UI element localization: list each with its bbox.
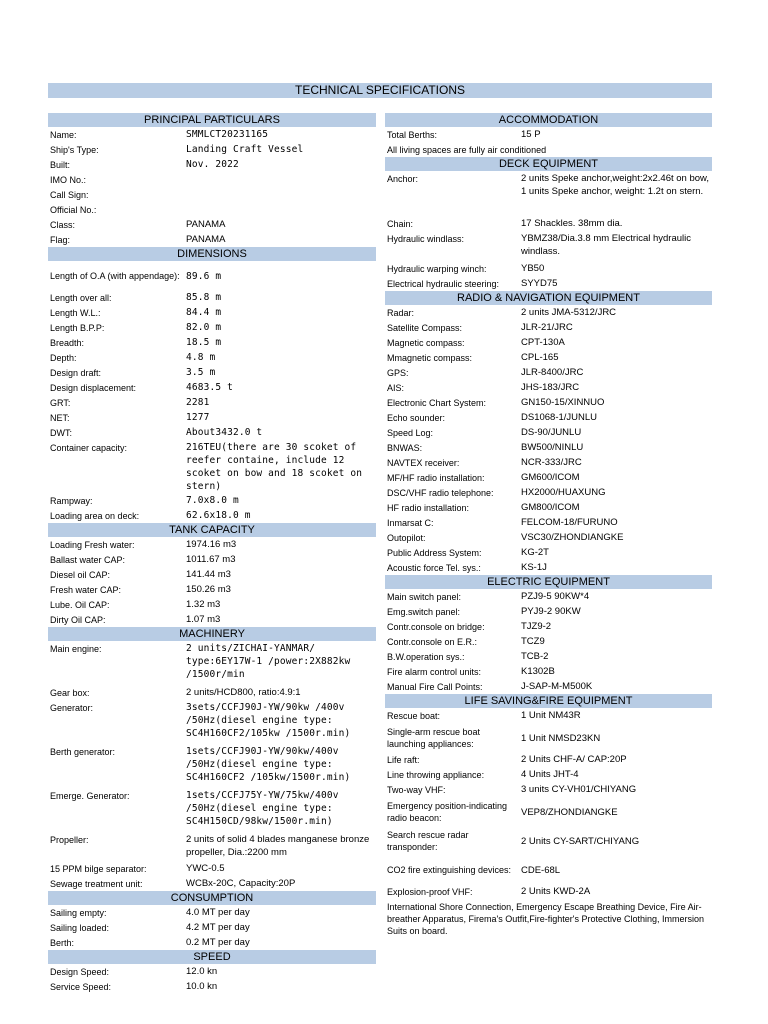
spec-row: [48, 979, 376, 994]
spec-value: 141.44 m3: [186, 569, 231, 580]
spec-value: 0.2 MT per day: [186, 937, 250, 948]
spec-row: [48, 305, 376, 320]
spec-row: [385, 276, 712, 291]
spec-value: 1.07 m3: [186, 614, 221, 625]
spec-value: 1011.67 m3: [186, 554, 236, 565]
spec-value: [186, 202, 376, 217]
spec-value: JHS-183/JRC: [521, 382, 580, 393]
spec-row: [385, 425, 712, 440]
spec-row: [385, 350, 712, 365]
spec-value: CPL-165: [521, 352, 559, 363]
spec-label: DSC/VHF radio telephone:: [387, 487, 494, 498]
spec-value: 12.0 kn: [186, 966, 218, 977]
section-header: SPEED: [48, 950, 376, 964]
spec-row: [48, 202, 376, 217]
spec-label: Life raft:: [387, 754, 420, 765]
spec-row: [48, 876, 376, 891]
spec-label: Fresh water CAP:: [50, 584, 122, 595]
spec-label: Official No.:: [50, 204, 97, 215]
spec-label: Public Address System:: [387, 547, 482, 558]
spec-row: [385, 470, 712, 485]
spec-value: Nov. 2022: [186, 159, 239, 170]
spec-row: [385, 708, 712, 723]
spec-row: [48, 157, 376, 172]
spec-value: 4.8 m: [186, 352, 216, 363]
spec-value: K1302B: [521, 666, 555, 677]
spec-label: Design Speed:: [50, 966, 110, 977]
spec-row: [385, 365, 712, 380]
spec-value: 2 units/HCD800, ratio:4.9:1: [186, 687, 301, 698]
spec-value: 1sets/CCFJ90J-YW/90kw/400v /50Hz(diesel engine type: SC4H160CF2 /105kw/1500r.min): [186, 746, 351, 783]
spec-label: CO2 fire extinguishing devices:: [387, 865, 512, 876]
spec-row: [385, 440, 712, 455]
section-accommodation: [385, 113, 712, 157]
spec-row: [385, 723, 712, 752]
spec-row: [48, 508, 376, 523]
spec-row: [48, 935, 376, 950]
spec-row: [385, 231, 712, 261]
spec-value: JLR-21/JRC: [521, 322, 573, 333]
spec-label: HF radio installation:: [387, 502, 470, 513]
spec-value: 2 units of solid 4 blades manganese bronze propeller, Dia.:2200 mm: [186, 834, 370, 858]
spec-value: VSC30/ZHONDIANGKE: [521, 532, 624, 543]
spec-label: Gear box:: [50, 687, 90, 698]
spec-row: [385, 320, 712, 335]
spec-row: [48, 685, 376, 700]
spec-row: [385, 826, 712, 855]
spec-row: [48, 861, 376, 876]
spec-label: Length of O.A (with appendage):: [50, 271, 180, 282]
spec-row: [48, 905, 376, 920]
spec-row: [48, 172, 376, 187]
spec-label: Ballast water CAP:: [50, 554, 126, 565]
spec-value: 62.6x18.0 m: [186, 510, 251, 521]
spec-value: TCB-2: [521, 651, 549, 662]
spec-label: Breadth:: [50, 337, 85, 348]
spec-label: Lube. Oil CAP:: [50, 599, 110, 610]
spec-row: [48, 552, 376, 567]
spec-value: KG-2T: [521, 547, 549, 558]
spec-row: [385, 261, 712, 276]
spec-value: 2 Units CHF-A/ CAP:20P: [521, 754, 627, 765]
spec-label: Rampway:: [50, 495, 93, 506]
spec-row: [385, 395, 712, 410]
spec-value: [186, 172, 376, 187]
spec-row: [48, 142, 376, 157]
spec-row: [385, 649, 712, 664]
spec-value: 2 units Speke anchor,weight:2x2.46t on bow, 1 units Speke anchor, weight: 1.2t on stern.: [521, 173, 710, 197]
spec-label: Two-way VHF:: [387, 784, 446, 795]
spec-label: Call Sign:: [50, 189, 89, 200]
spec-value: 85.8 m: [186, 292, 222, 303]
spec-label: Sailing empty:: [50, 907, 107, 918]
right-column: [385, 113, 712, 937]
spec-value: 4 Units JHT-4: [521, 769, 579, 780]
spec-row: [48, 788, 376, 832]
spec-label: Service Speed:: [50, 981, 112, 992]
spec-row: [48, 410, 376, 425]
spec-value: 18.5 m: [186, 337, 222, 348]
spec-label: Chain:: [387, 218, 414, 229]
spec-row: [385, 127, 712, 142]
section-dimensions: [48, 247, 376, 523]
spec-value: VEP8/ZHONDIANGKE: [521, 806, 618, 818]
spec-label: Contr.console on E.R.:: [387, 636, 478, 647]
spec-value: SYYD75: [521, 278, 558, 289]
spec-row: [385, 589, 712, 604]
section-machinery: [48, 627, 376, 891]
section-header: RADIO & NAVIGATION EQUIPMENT: [385, 291, 712, 305]
spec-value: 2 units/ZICHAI-YANMAR/ type:6EY17W-1 /power:2X882kw /1500r/min: [186, 643, 351, 680]
section-header: LIFE SAVING&FIRE EQUIPMENT: [385, 694, 712, 708]
spec-label: Container capacity:: [50, 442, 128, 453]
spec-row: [385, 410, 712, 425]
spec-label: Length B.P.P:: [50, 322, 105, 333]
spec-label: Loading area on deck:: [50, 510, 140, 521]
spec-value: BW500/NINLU: [521, 442, 584, 453]
spec-row: [48, 744, 376, 788]
spec-row: [48, 582, 376, 597]
spec-label: Inmarsat C:: [387, 517, 434, 528]
spec-value: GM600/ICOM: [521, 472, 580, 483]
section-header: PRINCIPAL PARTICULARS: [48, 113, 376, 127]
spec-label: Propeller:: [50, 834, 89, 845]
spec-label: DWT:: [50, 427, 72, 438]
spec-value: 3sets/CCFJ90J-YW/90kw /400v /50Hz(diesel engine type: SC4H160CF2/105kw /1500r.min): [186, 702, 351, 739]
page-title: TECHNICAL SPECIFICATIONS: [48, 83, 712, 98]
spec-value: PANAMA: [186, 234, 226, 245]
spec-label: Sailing loaded:: [50, 922, 110, 933]
spec-value: 10.0 kn: [186, 981, 218, 992]
section-lifesaving: [385, 694, 712, 937]
section-header: DIMENSIONS: [48, 247, 376, 261]
spec-value: 1277: [186, 412, 210, 423]
spec-label: Flag:: [50, 234, 71, 245]
spec-value: PZJ9-5 90KW*4: [521, 591, 590, 602]
spec-value: Landing Craft Vessel: [186, 144, 304, 155]
spec-value: 1974.16 m3: [186, 539, 237, 550]
section-note: International Shore Connection, Emergency Escape Breathing Device, Fire Air-breather Apparatus, Firema's Outfit,Fire-fighter's Protective Clothing, Immersion Suits on board.: [387, 901, 705, 936]
section-header: ACCOMMODATION: [385, 113, 712, 127]
spec-value: YBMZ38/Dia.3.8 mm Electrical hydraulic windlass.: [521, 233, 691, 257]
spec-row: [48, 440, 376, 493]
spec-row: [48, 964, 376, 979]
spec-value: 4.0 MT per day: [186, 907, 250, 918]
spec-row: [48, 597, 376, 612]
spec-row: [385, 619, 712, 634]
spec-value: DS-90/JUNLU: [521, 427, 582, 438]
spec-row: [48, 395, 376, 410]
spec-value: 3 units CY-VH01/CHIYANG: [521, 784, 637, 795]
spec-row: [385, 884, 712, 899]
spec-row: [48, 365, 376, 380]
spec-value: GN150-15/XINNUO: [521, 397, 605, 408]
spec-value: 15 P: [521, 129, 541, 140]
spec-value: 4683.5 t: [186, 382, 233, 393]
spec-row: [48, 127, 376, 142]
spec-row: [48, 261, 376, 290]
spec-row: [385, 455, 712, 470]
spec-row: [48, 537, 376, 552]
spec-row: [48, 380, 376, 395]
spec-label: Ship's Type:: [50, 144, 99, 155]
spec-value: J-SAP-M-M500K: [521, 681, 593, 692]
spec-row: [385, 752, 712, 767]
left-column: [48, 113, 376, 994]
spec-label: Electronic Chart System:: [387, 397, 487, 408]
spec-value: 17 Shackles. 38mm dia.: [521, 218, 623, 229]
spec-row: [385, 797, 712, 826]
spec-label: Rescue boat:: [387, 710, 441, 721]
section-header: CONSUMPTION: [48, 891, 376, 905]
spec-value: PANAMA: [186, 219, 226, 230]
spec-label: Class:: [50, 219, 76, 230]
spec-label: Generator:: [50, 702, 94, 713]
spec-value: KS-1J: [521, 562, 547, 573]
spec-label: Mmagnetic compass:: [387, 352, 473, 363]
spec-label: B.W.operation sys.:: [387, 651, 465, 662]
spec-label: Echo sounder:: [387, 412, 446, 423]
spec-value: 1sets/CCFJ75Y-YW/75kw/400v /50Hz(diesel engine type: SC4H150CD/98kw/1500r.min): [186, 790, 339, 827]
spec-row: [48, 612, 376, 627]
spec-row: [48, 832, 376, 861]
spec-label: Emerge. Generator:: [50, 790, 130, 801]
spec-label: Line throwing appliance:: [387, 769, 485, 780]
spec-row: [385, 305, 712, 320]
spec-value: 1 Unit NM43R: [521, 710, 581, 721]
spec-value: FELCOM-18/FURUNO: [521, 517, 618, 528]
spec-value: 1 Unit NMSD23KN: [521, 732, 601, 744]
spec-row: [48, 641, 376, 685]
spec-row: [385, 335, 712, 350]
spec-row: [385, 171, 712, 216]
spec-label: Built:: [50, 159, 71, 170]
spec-value: TJZ9-2: [521, 621, 552, 632]
section-note: All living spaces are fully air conditioned: [387, 144, 547, 155]
spec-value: SMMLCT20231165: [186, 129, 269, 140]
spec-row: [385, 380, 712, 395]
spec-row: [48, 920, 376, 935]
spec-label: GPS:: [387, 367, 409, 378]
spec-label: Outopilot:: [387, 532, 426, 543]
spec-value: [186, 187, 376, 202]
spec-row: [385, 664, 712, 679]
spec-row: [385, 767, 712, 782]
spec-row: [385, 216, 712, 231]
spec-label: Diesel oil CAP:: [50, 569, 111, 580]
spec-label: Explosion-proof VHF:: [387, 886, 473, 897]
section-header: ELECTRIC EQUIPMENT: [385, 575, 712, 589]
spec-row: [48, 187, 376, 202]
spec-label: Single-arm rescue boat launching appliances:: [387, 727, 481, 750]
spec-label: Radar:: [387, 307, 415, 318]
spec-label: Electrical hydraulic steering:: [387, 278, 500, 289]
spec-label: Dirty Oil CAP:: [50, 614, 106, 625]
spec-row: [48, 217, 376, 232]
spec-row: [48, 335, 376, 350]
spec-value: YWC-0.5: [186, 863, 225, 874]
spec-label: Sewage treatment unit:: [50, 878, 143, 889]
spec-row: [385, 530, 712, 545]
spec-label: NAVTEX receiver:: [387, 457, 460, 468]
spec-label: Berth:: [50, 937, 75, 948]
spec-label: IMO No.:: [50, 174, 87, 185]
spec-label: Hydraulic windlass:: [387, 233, 465, 244]
spec-value: 2281: [186, 397, 210, 408]
spec-row: [48, 425, 376, 440]
section-tank: [48, 523, 376, 627]
spec-value: CDE-68L: [521, 864, 561, 876]
spec-value: DS1068-1/JUNLU: [521, 412, 598, 423]
spec-row: [48, 290, 376, 305]
spec-value: 89.6 m: [186, 270, 222, 282]
spec-value: 7.0x8.0 m: [186, 495, 239, 506]
spec-row: [48, 700, 376, 744]
spec-label: Total Berths:: [387, 129, 438, 140]
spec-label: Emg.switch panel:: [387, 606, 461, 617]
spec-value: CPT-130A: [521, 337, 565, 348]
spec-value: 216TEU(there are 30 scoket of reefer containe, include 12 scoket on bow and 18 scoket on stern): [186, 442, 363, 492]
section-consumption: [48, 891, 376, 950]
spec-label: BNWAS:: [387, 442, 423, 453]
section-header: TANK CAPACITY: [48, 523, 376, 537]
section-header: DECK EQUIPMENT: [385, 157, 712, 171]
spec-value: GM800/ICOM: [521, 502, 580, 513]
spec-value: 1.32 m3: [186, 599, 221, 610]
spec-label: Depth:: [50, 352, 77, 363]
spec-value: 2 Units CY-SART/CHIYANG: [521, 835, 640, 847]
spec-value: 84.4 m: [186, 307, 222, 318]
spec-label: Manual Fire Call Points:: [387, 681, 483, 692]
spec-value: 3.5 m: [186, 367, 216, 378]
spec-label: AIS:: [387, 382, 405, 393]
spec-row: [385, 485, 712, 500]
section-deck: [385, 157, 712, 291]
spec-value: JLR-8400/JRC: [521, 367, 584, 378]
spec-row: [385, 782, 712, 797]
spec-value: 2 Units KWD-2A: [521, 886, 591, 897]
spec-value: 82.0 m: [186, 322, 222, 333]
spec-row: [385, 500, 712, 515]
spec-label: Length W.L.:: [50, 307, 101, 318]
spec-label: Speed Log:: [387, 427, 434, 438]
spec-label: NET:: [50, 412, 70, 423]
spec-value: About3432.0 t: [186, 427, 263, 438]
section-radio: [385, 291, 712, 575]
section-principal: [48, 113, 376, 247]
spec-value: 4.2 MT per day: [186, 922, 250, 933]
spec-row: [385, 634, 712, 649]
spec-row: [385, 604, 712, 619]
spec-row: [48, 567, 376, 582]
spec-label: Hydraulic warping winch:: [387, 263, 487, 274]
spec-label: Search rescue radar transponder:: [387, 830, 469, 853]
spec-value: 150.26 m3: [186, 584, 231, 595]
section-speed: [48, 950, 376, 994]
spec-label: Design displacement:: [50, 382, 137, 393]
spec-label: Length over all:: [50, 292, 112, 303]
spec-value: YB50: [521, 263, 545, 274]
spec-row: [48, 232, 376, 247]
spec-label: 15 PPM bilge separator:: [50, 863, 147, 874]
spec-value: NCR-333/JRC: [521, 457, 582, 468]
spec-value: TCZ9: [521, 636, 545, 647]
spec-row: [385, 545, 712, 560]
spec-label: Fire alarm control units:: [387, 666, 482, 677]
spec-label: Emergency position-indicating radio beacon:: [387, 801, 508, 824]
spec-label: Contr.console on bridge:: [387, 621, 485, 632]
spec-label: Anchor:: [387, 173, 419, 184]
spec-label: Satellite Compass:: [387, 322, 463, 333]
spec-label: Berth generator:: [50, 746, 116, 757]
spec-label: GRT:: [50, 397, 71, 408]
spec-label: Name:: [50, 129, 77, 140]
spec-label: Design draft:: [50, 367, 102, 378]
spec-row: [48, 320, 376, 335]
spec-value: PYJ9-2 90KW: [521, 606, 581, 617]
spec-value: 2 units JMA-5312/JRC: [521, 307, 617, 318]
spec-row: [385, 515, 712, 530]
spec-value: WCBx-20C, Capacity:20P: [186, 878, 296, 889]
spec-row: [385, 855, 712, 884]
spec-label: Loading Fresh water:: [50, 539, 135, 550]
section-electric: [385, 575, 712, 694]
section-header: MACHINERY: [48, 627, 376, 641]
spec-label: MF/HF radio installation:: [387, 472, 485, 483]
spec-label: Acoustic force Tel. sys.:: [387, 562, 481, 573]
spec-value: HX2000/HUAXUNG: [521, 487, 606, 498]
spec-row: [385, 679, 712, 694]
spec-row: [48, 493, 376, 508]
spec-label: Magnetic compass:: [387, 337, 465, 348]
spec-label: Main switch panel:: [387, 591, 462, 602]
spec-label: Main engine:: [50, 643, 102, 654]
spec-row: [48, 350, 376, 365]
spec-row: [385, 560, 712, 575]
